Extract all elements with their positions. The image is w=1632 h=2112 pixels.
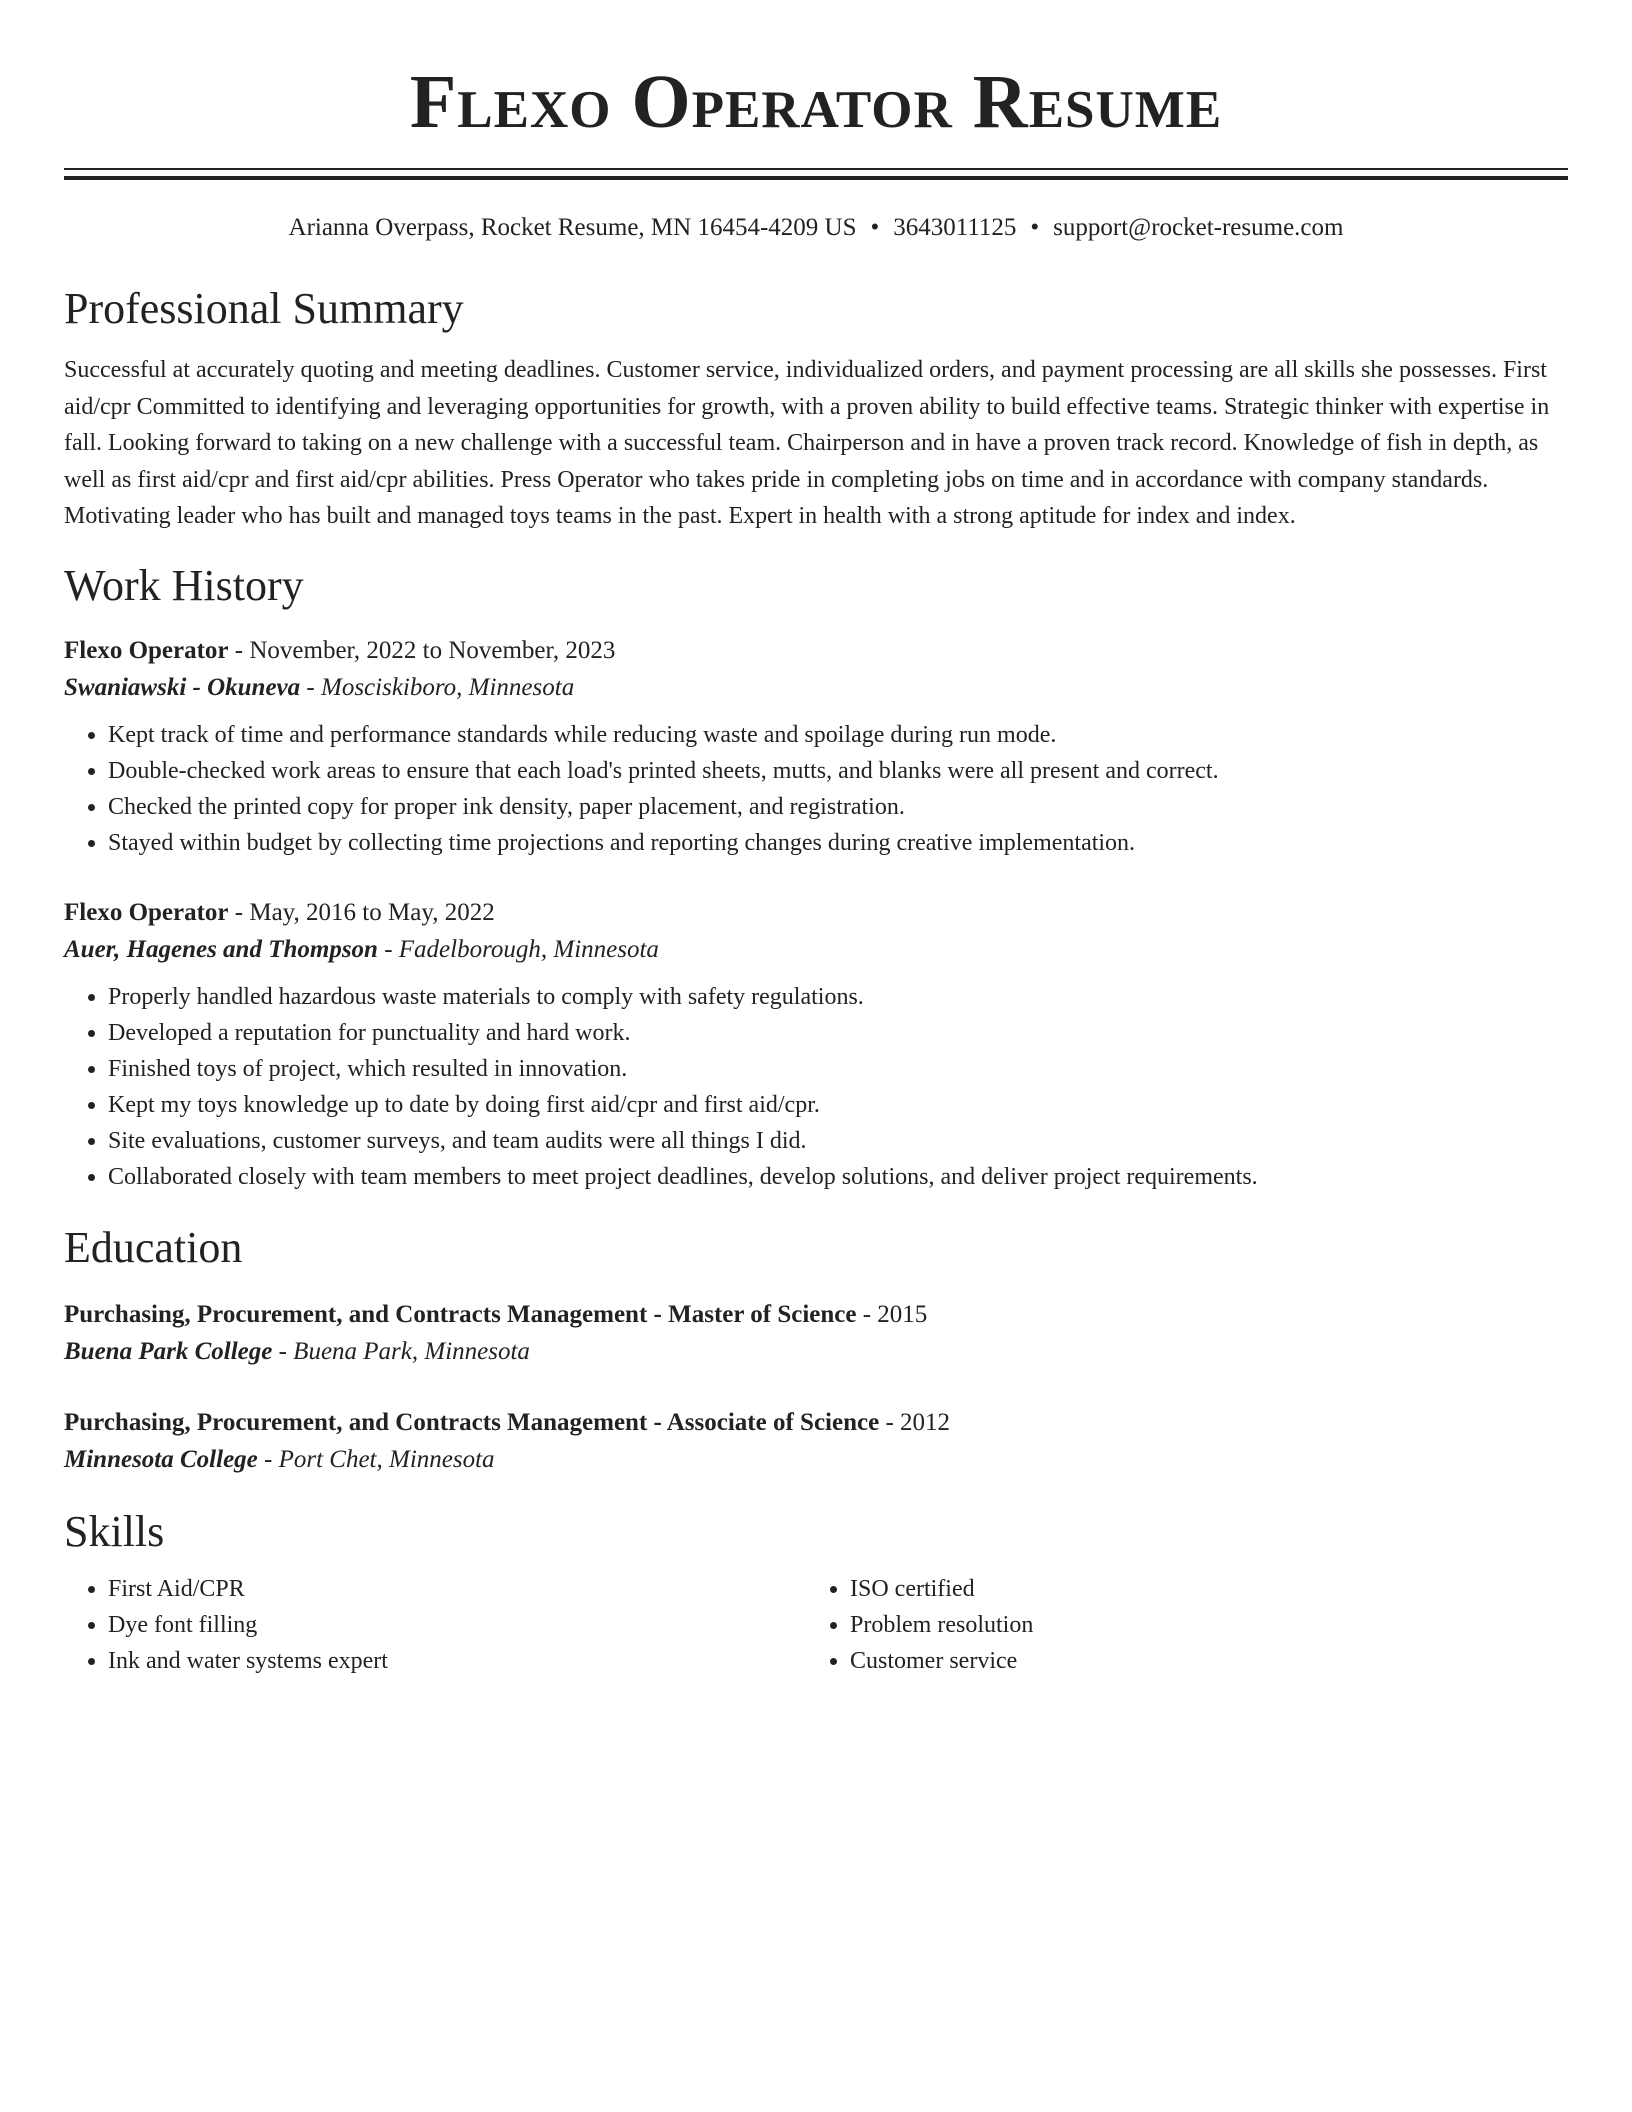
summary-text: Successful at accurately quoting and meeting deadlines. Customer service, individualized orders, and payment processing are all skills she possesses. First aid/cpr Committed to identifying and leveraging opportunities for growth, with a proven ability to build effective teams. Strategic thinker with expertise in fall. Looking forward to taking on a new challenge with a successful team. Chairperson and in have a proven track record. Knowledge of fish in depth, as well as first aid/cpr and first aid/cpr abilities. Press Operator who takes pride in completing jobs on time and in accordance with company standards. Motivating leader who has built and managed toys teams in the past. Expert in health with a strong aptitude for index and index. bbox=[64, 357, 1550, 529]
skills-list bbox=[64, 1571, 1568, 1679]
skill-item: • Dye font filling bbox=[108, 1607, 806, 1643]
education-school-line bbox=[64, 1441, 1568, 1479]
job-bullet: • Kept my toys knowledge up to date by doing first aid/cpr and first aid/cpr. bbox=[108, 1087, 1568, 1123]
contact-line bbox=[64, 212, 1568, 244]
job-bullet: • Properly handled hazardous waste materials to comply with safety regulations. bbox=[108, 979, 1568, 1015]
education-school: Minnesota College bbox=[64, 1445, 258, 1473]
education-school: Buena Park College bbox=[64, 1337, 273, 1365]
section-heading-education: Education bbox=[64, 1222, 243, 1272]
job-bullets bbox=[64, 979, 1568, 1195]
job-header bbox=[64, 633, 1568, 669]
job-dates: - November, 2022 to November, 2023 bbox=[228, 636, 616, 664]
job-title: Flexo Operator bbox=[64, 898, 229, 926]
section-heading-skills: Skills bbox=[64, 1506, 165, 1556]
job-bullet: • Kept track of time and performance standards while reducing waste and spoilage during run mode. bbox=[108, 717, 1568, 753]
education-year: - 2012 bbox=[879, 1408, 951, 1436]
job-employer bbox=[64, 931, 1568, 969]
job-location: - Fadelborough, Minnesota bbox=[377, 935, 659, 963]
education-header bbox=[64, 1297, 1568, 1333]
skill-item: • Problem resolution bbox=[850, 1607, 1548, 1643]
job-header bbox=[64, 895, 1568, 931]
job-bullet: • Developed a reputation for punctuality and hard work. bbox=[108, 1015, 1568, 1051]
contact-separator: • bbox=[1030, 214, 1040, 241]
job-company: Swaniawski - Okuneva bbox=[64, 673, 301, 701]
education-degree: Purchasing, Procurement, and Contracts Management - Master of Science bbox=[64, 1300, 857, 1328]
title-divider-thick bbox=[64, 176, 1568, 180]
education-year: - 2015 bbox=[856, 1300, 928, 1328]
job-dates: - May, 2016 to May, 2022 bbox=[228, 898, 495, 926]
education-location: - Port Chet, Minnesota bbox=[257, 1445, 495, 1473]
contact-phone: 3643011125 bbox=[893, 214, 1017, 241]
job-bullet: • Collaborated closely with team members to meet project deadlines, develop solutions, and deliver project requirements. bbox=[108, 1159, 1568, 1195]
skill-item: • ISO certified bbox=[850, 1571, 1548, 1607]
resume-title: Flexo Operator Resume bbox=[409, 60, 1223, 144]
job-company: Auer, Hagenes and Thompson bbox=[64, 935, 378, 963]
job-bullet: • Finished toys of project, which resulted in innovation. bbox=[108, 1051, 1568, 1087]
skills-column-right bbox=[806, 1571, 1548, 1679]
education-location: - Buena Park, Minnesota bbox=[272, 1337, 530, 1365]
skills-column-left bbox=[64, 1571, 806, 1679]
section-heading-work-history: Work History bbox=[64, 560, 304, 610]
resume-page bbox=[64, 0, 1568, 1679]
job-entry bbox=[64, 633, 1568, 861]
education-entry bbox=[64, 1297, 1568, 1371]
title-divider-thin bbox=[64, 168, 1568, 170]
job-bullet: • Double-checked work areas to ensure that each load's printed sheets, mutts, and blanks were all present and correct. bbox=[108, 753, 1568, 789]
job-title: Flexo Operator bbox=[64, 636, 229, 664]
job-entry bbox=[64, 895, 1568, 1195]
job-bullets bbox=[64, 717, 1568, 861]
education-entry bbox=[64, 1405, 1568, 1479]
contact-separator: • bbox=[870, 214, 880, 241]
education-degree: Purchasing, Procurement, and Contracts Management - Associate of Science bbox=[64, 1408, 880, 1436]
job-bullet: • Checked the printed copy for proper ink density, paper placement, and registration. bbox=[108, 789, 1568, 825]
skill-item: • Ink and water systems expert bbox=[108, 1643, 806, 1679]
job-employer bbox=[64, 669, 1568, 707]
skill-item: • First Aid/CPR bbox=[108, 1571, 806, 1607]
skill-item: • Customer service bbox=[850, 1643, 1548, 1679]
job-bullet: • Site evaluations, customer surveys, and team audits were all things I did. bbox=[108, 1123, 1568, 1159]
contact-email: support@rocket-resume.com bbox=[1053, 214, 1344, 241]
education-school-line bbox=[64, 1333, 1568, 1371]
contact-address: Arianna Overpass, Rocket Resume, MN 16454-4209 US bbox=[288, 214, 857, 241]
job-bullet: • Stayed within budget by collecting time projections and reporting changes during creative implementation. bbox=[108, 825, 1568, 861]
job-location: - Mosciskiboro, Minnesota bbox=[300, 673, 575, 701]
section-heading-summary: Professional Summary bbox=[64, 284, 464, 333]
education-header bbox=[64, 1405, 1568, 1441]
